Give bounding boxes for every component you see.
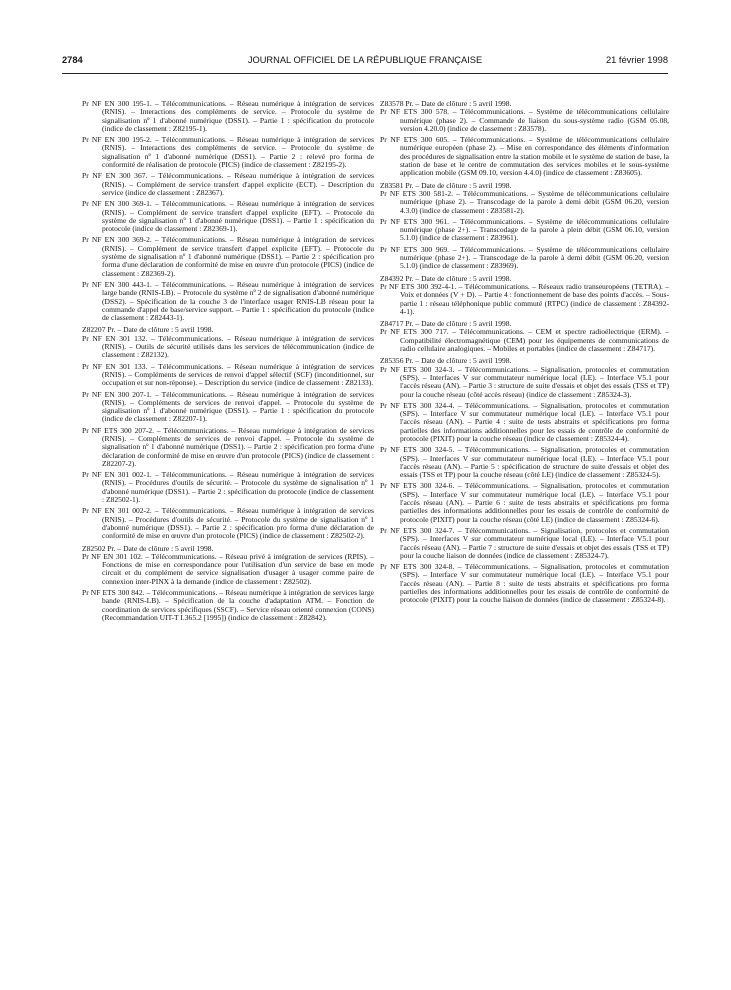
header-rule [62,73,668,74]
standard-entry: Pr NF ETS 300 324-3. – Télécommunications. – Signalisation, protocoles et commutation (SPS). – Interfaces V sur commutateur numérique local (LE). – Interface V5.1 pour l'accès réseau (AN). – Partie 3 : structure de suite d'essais et objet des essais (TSS et TP) pour la couche réseau (côté accès réseau) (indice de classement : Z85324-3). [380,364,669,399]
standard-entry: Pr NF EN 300 367. – Télécommunications. – Réseau numérique à intégration de services (RNIS). – Complément de service transfert d'appel explicite (ECT). – Description du service (indice de classement : Z82367). [82,171,374,197]
standard-entry: Pr NF ETS 300 324-5. – Télécommunications. – Signalisation, protocoles et commutation (SPS). – Interfaces V sur commutateur numérique local (LE). – Interface V5.1 pour l'accès réseau (AN). – Partie 5 : spécification de structure de suite d'essais et objet des essais (TSS et TP) pour la couche réseau (côté LE) (indice de classement : Z85324-5). [380,445,669,480]
standard-entry: Pr NF ETS 300 605. – Télécommunications. – Système de télécommunications cellulaire numérique européen (phase 2). – Mise en correspondance des éléments d'information des procédures de signalisation entre la station mobile et le système de station de base, la station de base et le centre de commutation des services mobiles et le sous-système application mobile (GSM 09.10, version 4.4.0) (indice de classement : Z83605). [380,135,669,178]
right-column [380,100,669,605]
issue-date: 21 février 1998 [605,55,668,65]
standard-entry: Pr NF ETS 300 324-6. – Télécommunications. – Signalisation, protocoles et commutation (SPS). – Interface V sur commutateur numérique local (LE). – Interface V5.1 pour l'accès réseau (AN). – Partie 6 : suite de tests abstraits et spécifications pro forma partielles des informations additionnelles pour les essais de contrôle de conformité de protocole (PIXIT) pour la couche réseau (côté LE) (indice de classement : Z85324-6). [380,481,669,524]
standard-entry: Pr NF ETS 300 324-7. – Télécommunications. – Signalisation, protocoles et commutation (SPS). – Interfaces V sur commutateur numérique local (LE). – Interface V5.1 pour l'accès réseau (AN). – Partie 7 : structure de suite d'essais et objet des essais (TSS et TP) pour la couche liaison de données (indice de classement : Z85324-7). [380,525,669,560]
standard-entry: Pr NF EN 300 207-1. – Télécommunications. – Réseau numérique à intégration de services (RNIS). – Compléments de services de renvoi d'appel. – Protocole du système de signalisation nº 1 d'abonné numérique (DSS1). – Partie 1 : spécification du protocole (indice de classement : Z82207-1). [82,389,374,424]
standard-entry: Pr NF EN 301 002-1. – Télécommunications. – Réseau numérique à intégration de services (RNIS). – Procédures d'outils de sécurité. – Protocole du système de signalisation nº 1 d'abonné numérique (DSS1). – Partie 2 : spécification du protocole (indice de classement : Z82502-1). [82,470,374,505]
standard-entry: Pr NF ETS 300 392-4-1. – Télécommunications. – Réseaux radio transeuropéens (TETRA). – Voix et données (V + D). – Partie 4 : fonctionnement de base des points d'accès. – Sous-partie 1 : réseau téléphonique public commuté (RTPC) (indice de classement : Z84392-4-1). [380,281,669,316]
standard-entry: Pr NF EN 301 002-2. – Télécommunications. – Réseau numérique à intégration de services (RNIS). – Procédures d'outils de sécurité. – Protocole du système de signalisation nº 1 d'abonné numérique (DSS1). – Partie 2 : spécification pro forma d'une déclaration de conformité de mise en œuvre d'un protocole (PICS) (indice de classement : Z82502-2). [82,506,374,541]
standard-entry: Pr NF ETS 300 578. – Télécommunications. – Système de télécommunications cellulaire numérique (phase 2). – Commande de liaison du sous-système radio (GSM 05.08, version 4.20.0) (indice de classement : Z83578). [380,107,669,133]
standard-entry: Pr NF EN 300 369-2. – Télécommunications. – Réseau numérique à intégration de services (RNIS). – Complément de service transfert d'appel explicite (EFT). – Protocole du système de signalisation nº 1 d'abonné numérique (DSS1). – Partie 2 : spécification pro forma d'une déclaration de conformité de mise en œuvre d'un protocole (PICS) (indice de classement : Z82369-2). [82,235,374,278]
closing-date: Z84392 Pr. – Date de clôture : 5 avril 1998. [380,273,512,283]
closing-date: Z82207 Pr. – Date de clôture : 5 avril 1998. [82,325,214,335]
page-header [62,55,668,69]
standard-entry: Pr NF EN 301 102. – Télécommunications. – Réseau privé à intégration de services (RPIS). – Fonctions de mise en correspondance pour l'utilisation d'un service de base en mode circuit et du complément de service signalisation d'usager à usager comme paire de connexion inter-PINX à la demande (indice de classement : Z82502). [82,551,374,586]
standard-entry: Pr NF EN 300 195-2. – Télécommunications. – Réseau numérique à intégration de services (RNIS). – Interactions des compléments de service. – Protocole du système de signalisation nº 1 d'abonné numérique (DSS1). – Partie 2 : relevé pro forma de conformité de réalisation de protocole (PICS) (indice de classement : Z82195-2). [82,135,374,170]
standard-entry: Pr NF EN 300 369-1. – Télécommunications. – Réseau numérique à intégration de services (RNIS). – Complément de service transfert d'appel explicite (EFT). – Protocole du système de signalisation nº 1 d'abonné numérique (DSS1). – Partie 1 : spécification du protocole (indice de classement : Z82369-1). [82,199,374,234]
standard-entry: Pr NF ETS 300 842. – Télécommunications. – Réseau numérique à intégration de services large bande (RNIS-LB). – Spécification de la couche d'adaptation ATM. – Fonction de coordination de services spécifiques (SSCF). – Service réseau orienté connexion (CONS) (Recommandation UIT-T I.365.2 [1995]) (indice de classement : Z82842). [82,588,374,622]
closing-date: Z84717 Pr. – Date de clôture : 5 avril 1998. [380,319,512,329]
standard-entry: Pr NF ETS 300 969. – Télécommunications. – Système de télécommunications cellulaire numérique (phase 2+). – Transcodage de la parole à demi débit (GSM 06.20, version 5.1.0) (indice de classement : Z83969). [380,244,669,271]
standard-entry: Pr NF ETS 300 961. – Télécommunications. – Système de télécommunications cellulaire numérique (phase 2+). – Transcodage de la parole à plein débit (GSM 06.10, version 5.1.0) (indice de classement : Z83961). [380,216,669,243]
page-number: 2784 [62,55,83,65]
standard-entry: Pr NF EN 301 133. – Télécommunications. – Réseau numérique à intégration de services (RNIS). – Compléments de services de renvoi d'appel sélectif (SCF) (inconditionnel, sur occupation et sur non-réponse). – Description du service (indice de classement : Z82133). [82,361,374,388]
standard-entry: Pr NF ETS 300 717. – Télécommunications. – CEM et spectre radioélectrique (ERM). – Compatibilité électromagnétique (CEM) pour les équipements de communications de radio cellulaire analogiques. – Mobiles et portables (indice de classement : Z84717). [380,327,669,354]
left-column [82,100,374,622]
standard-entry: Pr NF EN 301 132. – Télécommunications. – Réseau numérique à intégration de services (RNIS). – Outils de sécurité utilisés dans les services de télécommunication (indice de classement : Z82132). [82,333,374,360]
standard-entry: Pr NF EN 300 443-1. – Télécommunications. – Réseau numérique à intégration de services large bande (RNIS-LB). – Protocole du système nº 2 de signalisation d'abonné numérique (DSS2). – Spécification de la couche 3 de l'interface usager RNIS-LB réseau pour la commande d'appel de base/service support. – Partie 1 : spécification du protocole (indice de classement : Z82443-1). [82,279,374,323]
standard-entry: Pr NF ETS 300 207-2. – Télécommunications. – Réseau numérique à intégration de services (RNIS). – Compléments de services de renvoi d'appel. – Protocole du système de signalisation nº 1 d'abonné numérique (DSS1). – Partie 2 : spécification pro forma d'une déclaration de conformité de mise en œuvre d'un protocole (PICS) (indice de classement : Z82207-2). [82,425,374,468]
closing-date: Z85356 Pr. – Date de clôture : 5 avril 1998. [380,356,512,366]
closing-date: Z83581 Pr. – Date de clôture : 5 avril 1998. [380,180,512,190]
journal-title: JOURNAL OFFICIEL DE LA RÉPUBLIQUE FRANÇAISE [247,55,483,65]
standard-entry: Pr NF ETS 300 324-4. – Télécommunications. – Signalisation, protocoles et commutation (SPS). – Interface V sur commutateur numérique local (LE). – Interface V5.1 pour l'accès réseau (AN). – Partie 4 : suite de tests abstraits et spécifications pro forma partielles des informations additionnelles pour les essais de contrôle de conformité de protocole (PIXIT) pour la couche réseau (indice de classement : Z85324-4). [380,400,669,443]
closing-date: Z82502 Pr. – Date de clôture : 5 avril 1998. [82,543,214,553]
closing-date: Z83578 Pr. – Date de clôture : 5 avril 1998. [380,99,512,108]
standard-entry: Pr NF EN 300 195-1. – Télécommunications. – Réseau numérique à intégration de services (RNIS). – Interactions des compléments de service. – Protocole du système de signalisation nº 1 d'abonné numérique (DSS1). – Partie 1 : spécification du protocole (indice de classement : Z82195-1). [82,99,374,133]
standard-entry: Pr NF ETS 300 324-8. – Télécommunications. – Signalisation, protocoles et commutation (SPS). – Interface V sur commutateur numérique local (LE). – Interface V5.1 pour l'accès réseau (AN). – Partie 8 : suite de tests abstraits et spécifications pro forma partielles des informations additionnelles pour les essais de contrôle de conformité de protocole (PIXIT) pour la couche liaison de données (indice de classement : Z85324-8). [380,562,669,605]
standard-entry: Pr NF ETS 300 581-2. – Télécommunications. – Système de télécommunications cellulaire numérique (phase 2). – Transcodage de la parole à demi débit (GSM 06.20, version 4.3.0) (indice de classement : Z83581-2). [380,188,669,215]
